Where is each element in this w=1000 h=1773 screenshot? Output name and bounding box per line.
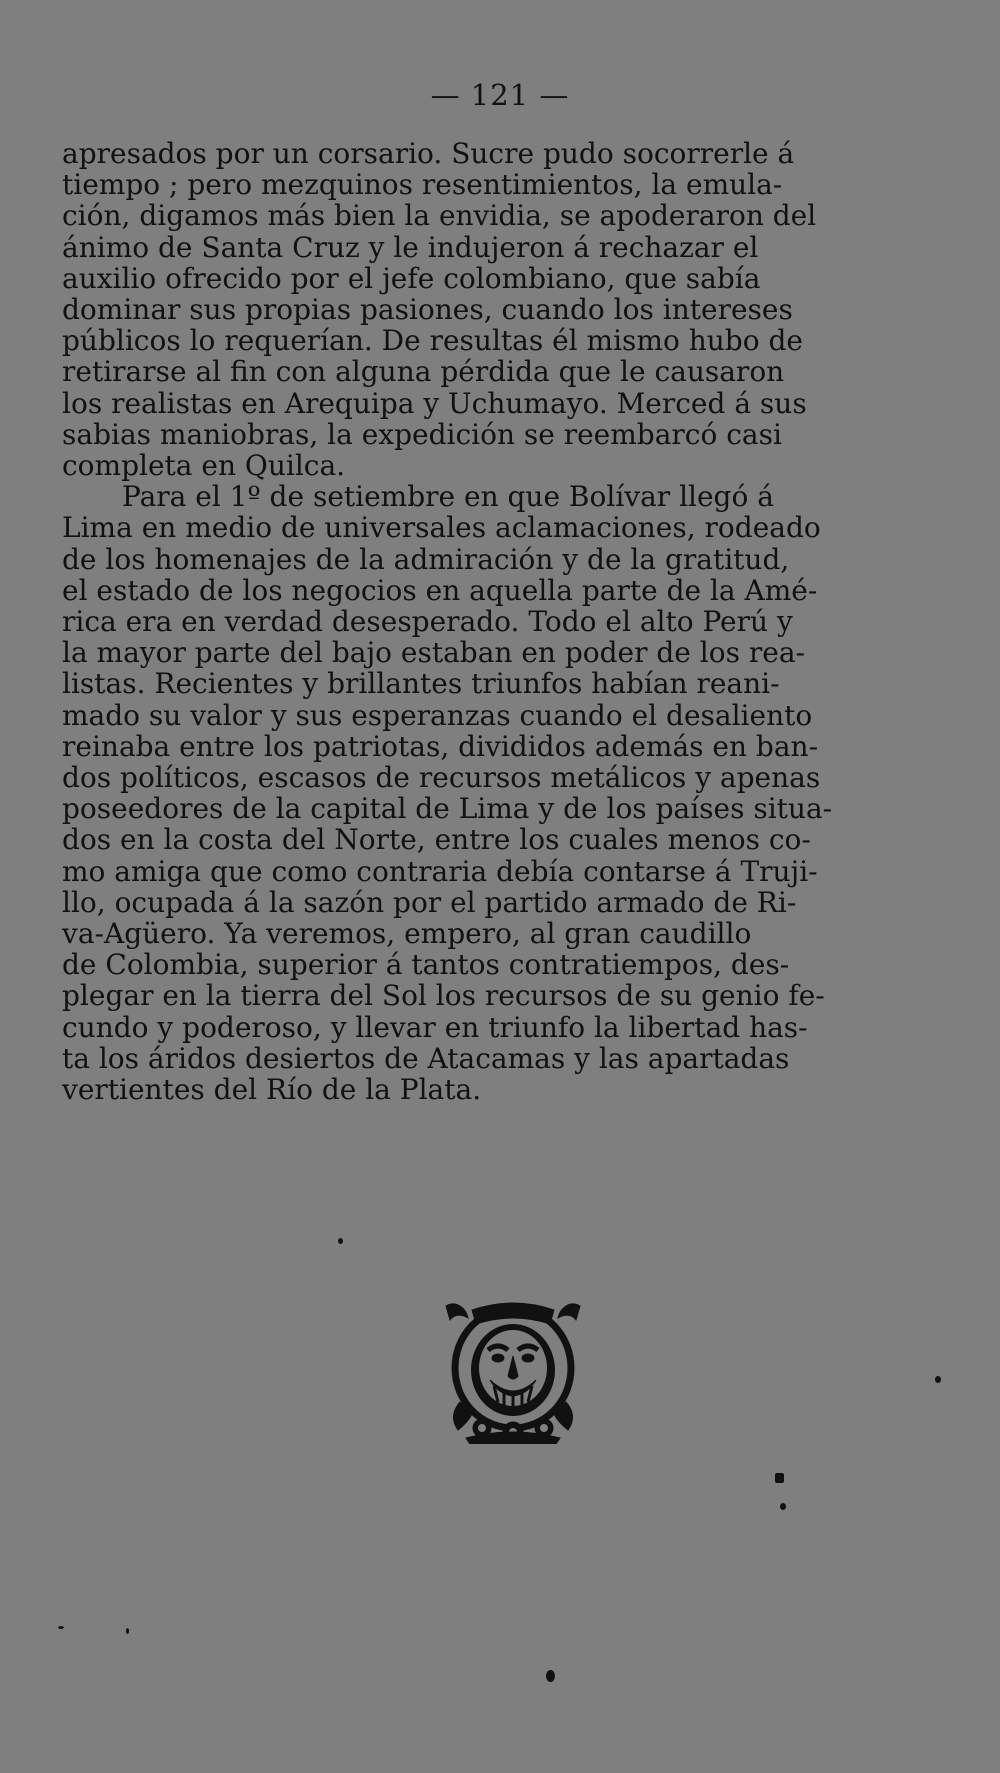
text-line: Para el 1º de setiembre en que Bolívar llegó á bbox=[122, 480, 774, 514]
text-line: dos políticos, escasos de recursos metálicos y apenas bbox=[62, 761, 821, 795]
text-line: plegar en la tierra del Sol los recursos de su genio fe- bbox=[62, 979, 825, 1013]
text-line: Lima en medio de universales aclamaciones, rodeado bbox=[62, 511, 821, 545]
text-line: llo, ocupada á la sazón por el partido armado de Ri- bbox=[62, 885, 797, 919]
ink-speck bbox=[780, 1503, 786, 1510]
text-line: vertientes del Río de la Plata. bbox=[62, 1073, 482, 1107]
page-number: — 121 — bbox=[430, 78, 570, 112]
text-line: reinaba entre los patriotas, divididos además en ban- bbox=[62, 729, 819, 763]
text-line: el estado de los negocios en aquella parte de la Amé- bbox=[62, 573, 818, 607]
text-line: ánimo de Santa Cruz y le indujeron á rechazar el bbox=[62, 230, 759, 264]
text-line: retirarse al fin con alguna pérdida que le causaron bbox=[62, 355, 785, 389]
text-line: sabias maniobras, la expedición se reembarcó casi bbox=[62, 417, 782, 451]
ink-speck bbox=[935, 1376, 941, 1383]
body-text bbox=[62, 138, 908, 1105]
text-line: va-Agüero. Ya veremos, empero, al gran caudillo bbox=[62, 917, 752, 951]
ink-speck bbox=[126, 1628, 129, 1634]
text-line: listas. Recientes y brillantes triunfos habían reani- bbox=[62, 667, 780, 701]
grotesque-face-ornament-icon bbox=[438, 1298, 588, 1444]
text-line: de Colombia, superior á tantos contratiempos, des- bbox=[62, 948, 790, 982]
text-line: ción, digamos más bien la envidia, se apoderaron del bbox=[62, 199, 817, 233]
text-line: dominar sus propias pasiones, cuando los intereses bbox=[62, 293, 793, 327]
ink-speck bbox=[546, 1670, 555, 1682]
text-line: la mayor parte del bajo estaban en poder de los rea- bbox=[62, 636, 805, 670]
text-line: públicos lo requerían. De resultas él mismo hubo de bbox=[62, 324, 803, 358]
text-line: mado su valor y sus esperanzas cuando el desaliento bbox=[62, 698, 813, 732]
text-line: completa en Quilca. bbox=[62, 449, 346, 483]
ink-speck bbox=[775, 1473, 784, 1483]
text-line: cundo y poderoso, y llevar en triunfo la libertad has- bbox=[62, 1010, 808, 1044]
text-line: auxilio ofrecido por el jefe colombiano, que sabía bbox=[62, 261, 761, 295]
text-line: mo amiga que como contraria debía contarse á Truji- bbox=[62, 854, 818, 888]
text-line: los realistas en Arequipa y Uchumayo. Merced á sus bbox=[62, 386, 807, 420]
text-line: apresados por un corsario. Sucre pudo socorrerle á bbox=[62, 137, 795, 170]
ink-speck bbox=[338, 1238, 343, 1244]
text-line: dos en la costa del Norte, entre los cuales menos co- bbox=[62, 823, 811, 857]
text-line: rica era en verdad desesperado. Todo el alto Perú y bbox=[62, 605, 793, 639]
text-line: de los homenajes de la admiración y de la gratitud, bbox=[62, 542, 790, 576]
ink-speck bbox=[58, 1626, 64, 1629]
text-line: ta los áridos desiertos de Atacamas y las apartadas bbox=[62, 1041, 790, 1075]
text-line: poseedores de la capital de Lima y de los países situa- bbox=[62, 792, 833, 826]
paragraph-2 bbox=[62, 481, 908, 1105]
text-line: tiempo ; pero mezquinos resentimientos, la emula- bbox=[62, 168, 783, 202]
paragraph-1 bbox=[62, 138, 908, 481]
